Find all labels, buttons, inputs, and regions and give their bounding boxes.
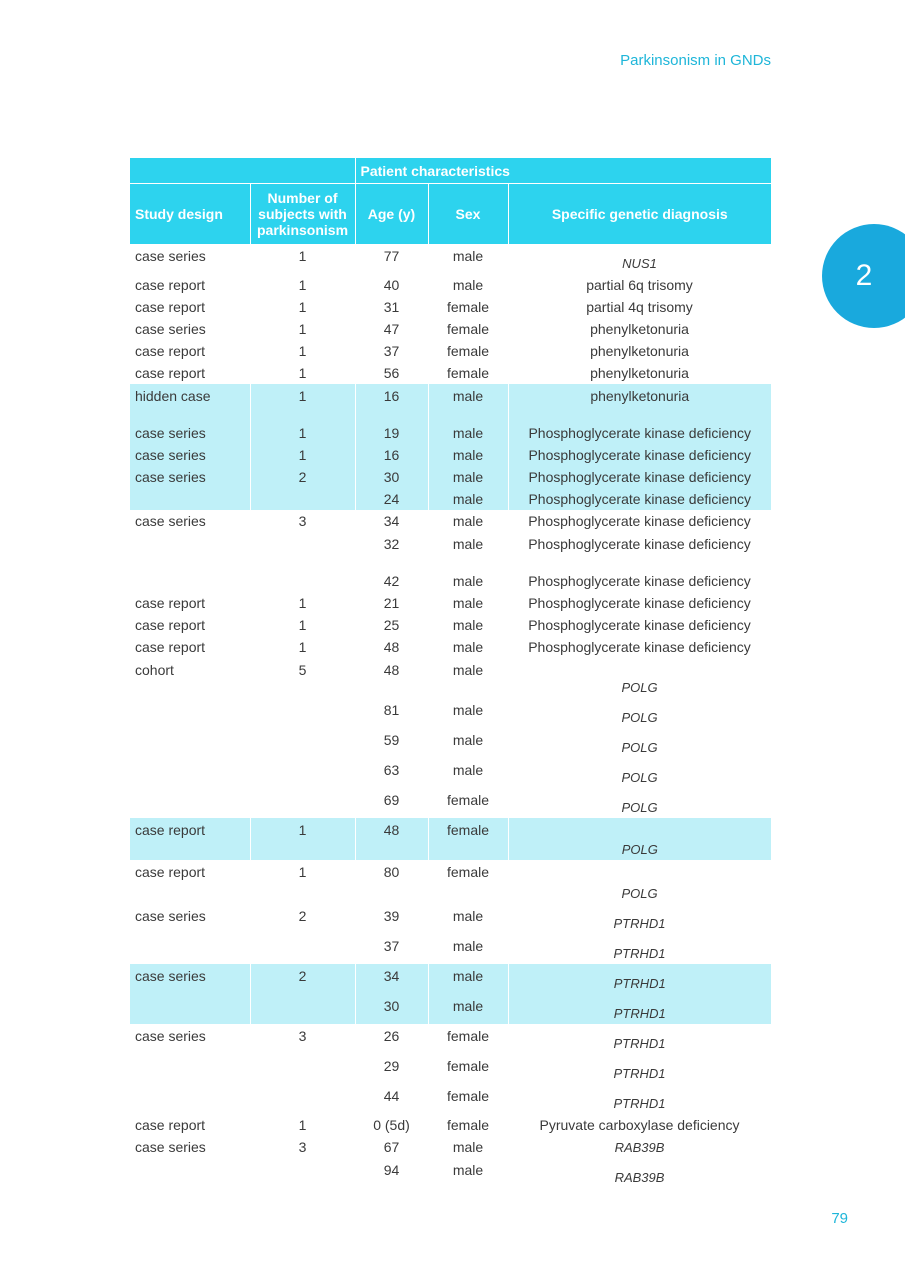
table-row [130,698,771,728]
cell-study-design [130,1158,250,1188]
table-row [130,362,771,384]
cell-age: 0 (5d) [373,1117,410,1133]
table-row [130,614,771,636]
cell-sex: male [452,662,484,678]
cell-subjects: 1 [250,384,355,422]
cell-subjects: 1 [298,343,307,359]
cell-diagnosis: PTRHD1 [613,1036,666,1051]
table-row [130,422,771,444]
table-row [130,636,771,658]
cell-subjects [250,1084,355,1114]
cell-subjects: 2 [298,908,307,924]
table-row [130,532,771,570]
table-row [130,244,771,274]
running-title: Parkinsonism in GNDs [620,52,771,69]
cell-sex: male [452,513,484,529]
cell-study-design [130,532,250,570]
cell-age: 30 [355,466,428,488]
cell-age: 47 [383,321,400,337]
cell-diagnosis: POLG [621,710,658,725]
cell-age: 94 [383,1162,400,1178]
page-number: 79 [831,1210,848,1227]
table-row [130,818,771,860]
patient-characteristics-header: Patient characteristics [355,158,771,184]
cell-sex: male [452,617,484,633]
cell-study-design [130,570,250,592]
cell-diagnosis: phenylketonuria [590,343,689,359]
cell-sex: male [452,1162,484,1178]
cell-age: 40 [383,277,400,293]
cell-sex: male [452,938,484,954]
cell-study-design [130,488,250,510]
cell-diagnosis: Phosphoglycerate kinase deficiency [508,444,771,466]
cell-age: 42 [383,573,400,589]
cell-study-design: case series [130,466,250,488]
table-row [130,296,771,318]
cell-study-design: case report [135,1117,206,1133]
cell-subjects [250,934,355,964]
cell-subjects: 1 [250,422,355,444]
cell-sex: female [446,864,490,880]
cell-subjects [250,758,355,788]
cell-diagnosis: POLG [621,740,658,755]
cell-diagnosis: POLG [621,886,658,901]
cell-subjects [250,532,355,570]
cell-sex: female [446,1028,490,1044]
cell-age: 32 [383,536,400,552]
table-row [130,1024,771,1054]
cell-subjects [250,488,355,510]
cell-age: 26 [383,1028,400,1044]
cell-study-design [130,728,250,758]
cell-diagnosis: POLG [621,680,658,695]
cell-subjects: 3 [298,1028,307,1044]
cell-age: 19 [355,422,428,444]
cell-sex: male [428,964,508,994]
cell-diagnosis: Phosphoglycerate kinase deficiency [528,536,751,552]
cell-sex: female [446,1088,490,1104]
cell-subjects: 1 [298,248,307,264]
cell-diagnosis: POLG [508,818,771,860]
cell-age: 63 [383,762,400,778]
cell-study-design: case report [135,595,206,611]
cell-sex: female [446,792,490,808]
cell-age: 77 [383,248,400,264]
cell-sex: male [452,732,484,748]
cell-subjects [250,994,355,1024]
table-row [130,274,771,296]
cell-study-design: case series [135,1139,206,1155]
cell-sex: female [446,343,490,359]
column-header-diagnosis: Specific genetic diagnosis [508,184,771,245]
cell-diagnosis: Phosphoglycerate kinase deficiency [508,422,771,444]
table-row [130,466,771,488]
table-row [130,788,771,818]
cell-age: 21 [383,595,400,611]
cell-diagnosis: Phosphoglycerate kinase deficiency [528,595,751,611]
cell-subjects: 3 [298,513,307,529]
cell-diagnosis: phenylketonuria [508,384,771,422]
cell-sex: female [446,365,490,381]
cell-age: 48 [355,818,428,860]
cell-age: 34 [383,513,400,529]
cell-study-design: cohort [135,662,174,678]
cell-subjects [250,698,355,728]
cell-study-design: case report [135,299,206,315]
table-row [130,384,771,422]
cell-diagnosis: RAB39B [614,1170,665,1185]
cell-study-design [130,994,250,1024]
cell-sex: male [452,595,484,611]
cell-age: 31 [383,299,400,315]
cell-subjects: 1 [250,818,355,860]
cell-sex: female [446,1117,490,1133]
cell-subjects: 2 [250,466,355,488]
column-header-age: Age (y) [355,184,428,245]
cell-subjects: 3 [298,1139,307,1155]
cell-study-design: case series [135,513,206,529]
cell-sex: male [452,702,484,718]
cell-study-design [130,698,250,728]
table-row [130,758,771,788]
cell-diagnosis: POLG [621,800,658,815]
cell-sex: male [452,573,484,589]
cell-age: 39 [383,908,400,924]
cell-sex: male [428,466,508,488]
cell-subjects: 2 [250,964,355,994]
cell-age: 16 [355,384,428,422]
cell-age: 56 [383,365,400,381]
cell-sex: female [446,1058,490,1074]
table-row [130,1084,771,1114]
cell-sex: male [428,384,508,422]
cell-diagnosis: Phosphoglycerate kinase deficiency [528,617,751,633]
cell-subjects: 1 [298,595,307,611]
table-row [130,318,771,340]
cell-diagnosis: phenylketonuria [590,321,689,337]
cell-diagnosis: Phosphoglycerate kinase deficiency [528,513,751,529]
chapter-number: 2 [855,259,873,292]
cell-diagnosis: PTRHD1 [613,1066,666,1081]
cell-age: 24 [355,488,428,510]
cell-subjects: 5 [298,662,307,678]
cell-age: 16 [355,444,428,466]
cell-study-design: case series [135,908,206,924]
cell-age: 30 [355,994,428,1024]
cell-sex: female [446,321,490,337]
table-row [130,444,771,466]
cell-study-design: case report [135,639,206,655]
cell-subjects: 1 [250,444,355,466]
column-header-subjects: Number of subjects with parkinsonism [250,184,355,245]
table-row [130,728,771,758]
cell-sex: female [428,818,508,860]
cell-study-design [130,934,250,964]
cell-diagnosis: POLG [621,770,658,785]
cell-subjects: 1 [298,321,307,337]
cell-study-design: case report [135,617,206,633]
cell-subjects: 1 [298,639,307,655]
table-row [130,1136,771,1158]
table-row [130,1158,771,1188]
cell-sex: female [446,299,490,315]
cell-sex: male [452,277,484,293]
cell-sex: male [452,1139,484,1155]
cell-diagnosis: Pyruvate carboxylase deficiency [539,1117,740,1133]
cell-sex: male [452,908,484,924]
cell-diagnosis: Phosphoglycerate kinase deficiency [528,573,751,589]
table-row [130,1054,771,1084]
cell-diagnosis: phenylketonuria [590,365,689,381]
cell-subjects: 1 [298,277,307,293]
table-row [130,340,771,362]
table-group-header-blank [130,158,355,184]
table-row [130,994,771,1024]
cell-diagnosis: partial 4q trisomy [586,299,693,315]
cell-subjects [250,570,355,592]
cell-sex: male [452,248,484,264]
cell-diagnosis: RAB39B [614,1139,665,1155]
table-row [130,964,771,994]
cell-diagnosis: NUS1 [622,256,657,271]
cell-diagnosis: Phosphoglycerate kinase deficiency [508,466,771,488]
cell-sex: male [428,422,508,444]
cell-study-design: case report [130,818,250,860]
cell-subjects: 1 [298,299,307,315]
chapter-tab [822,224,905,328]
cell-diagnosis: PTRHD1 [613,1096,666,1111]
cell-age: 44 [383,1088,400,1104]
cell-sex: male [428,488,508,510]
cell-diagnosis: PTRHD1 [508,994,771,1024]
cell-study-design: case series [135,248,206,264]
patient-characteristics-table [130,158,771,1188]
cell-diagnosis: PTRHD1 [613,946,666,961]
cell-study-design: case report [135,277,206,293]
cell-subjects: 1 [298,1117,307,1133]
cell-subjects: 1 [298,365,307,381]
cell-sex: male [452,762,484,778]
cell-age: 25 [383,617,400,633]
cell-diagnosis: partial 6q trisomy [586,277,693,293]
cell-age: 81 [383,702,400,718]
column-header-sex: Sex [428,184,508,245]
cell-diagnosis: PTRHD1 [508,964,771,994]
cell-study-design: case series [130,422,250,444]
table-row [130,1114,771,1136]
table-row [130,510,771,532]
cell-subjects [250,1054,355,1084]
cell-study-design: case series [130,444,250,466]
cell-sex: male [452,639,484,655]
table-row [130,904,771,934]
cell-age: 69 [383,792,400,808]
cell-diagnosis: PTRHD1 [613,916,666,931]
cell-diagnosis: Phosphoglycerate kinase deficiency [528,639,751,655]
cell-age: 37 [383,938,400,954]
table-row [130,934,771,964]
table-row [130,488,771,510]
cell-study-design [130,1054,250,1084]
cell-age: 48 [383,639,400,655]
cell-study-design: case report [135,864,206,880]
cell-study-design [130,788,250,818]
cell-age: 67 [383,1139,400,1155]
cell-age: 29 [383,1058,400,1074]
table-group-header-row [130,158,771,184]
cell-sex: male [452,536,484,552]
table-row [130,570,771,592]
cell-subjects [250,1158,355,1188]
cell-study-design [130,1084,250,1114]
table-body [130,244,771,1188]
cell-subjects: 1 [298,864,307,880]
cell-diagnosis: Phosphoglycerate kinase deficiency [508,488,771,510]
table-row [130,658,771,698]
table-row [130,592,771,614]
cell-study-design: case report [135,343,206,359]
cell-subjects [250,728,355,758]
cell-age: 34 [355,964,428,994]
table-column-header-row [130,184,771,245]
cell-sex: male [428,994,508,1024]
cell-subjects [250,788,355,818]
table-row [130,860,771,904]
cell-sex: male [428,444,508,466]
cell-age: 80 [383,864,400,880]
cell-age: 37 [383,343,400,359]
cell-age: 59 [383,732,400,748]
cell-study-design [130,758,250,788]
cell-study-design: case series [135,321,206,337]
column-header-study-design: Study design [130,184,250,245]
cell-subjects: 1 [298,617,307,633]
cell-study-design: case series [130,964,250,994]
cell-study-design: case series [135,1028,206,1044]
cell-study-design: case report [135,365,206,381]
cell-age: 48 [383,662,400,678]
cell-study-design: hidden case [130,384,250,422]
